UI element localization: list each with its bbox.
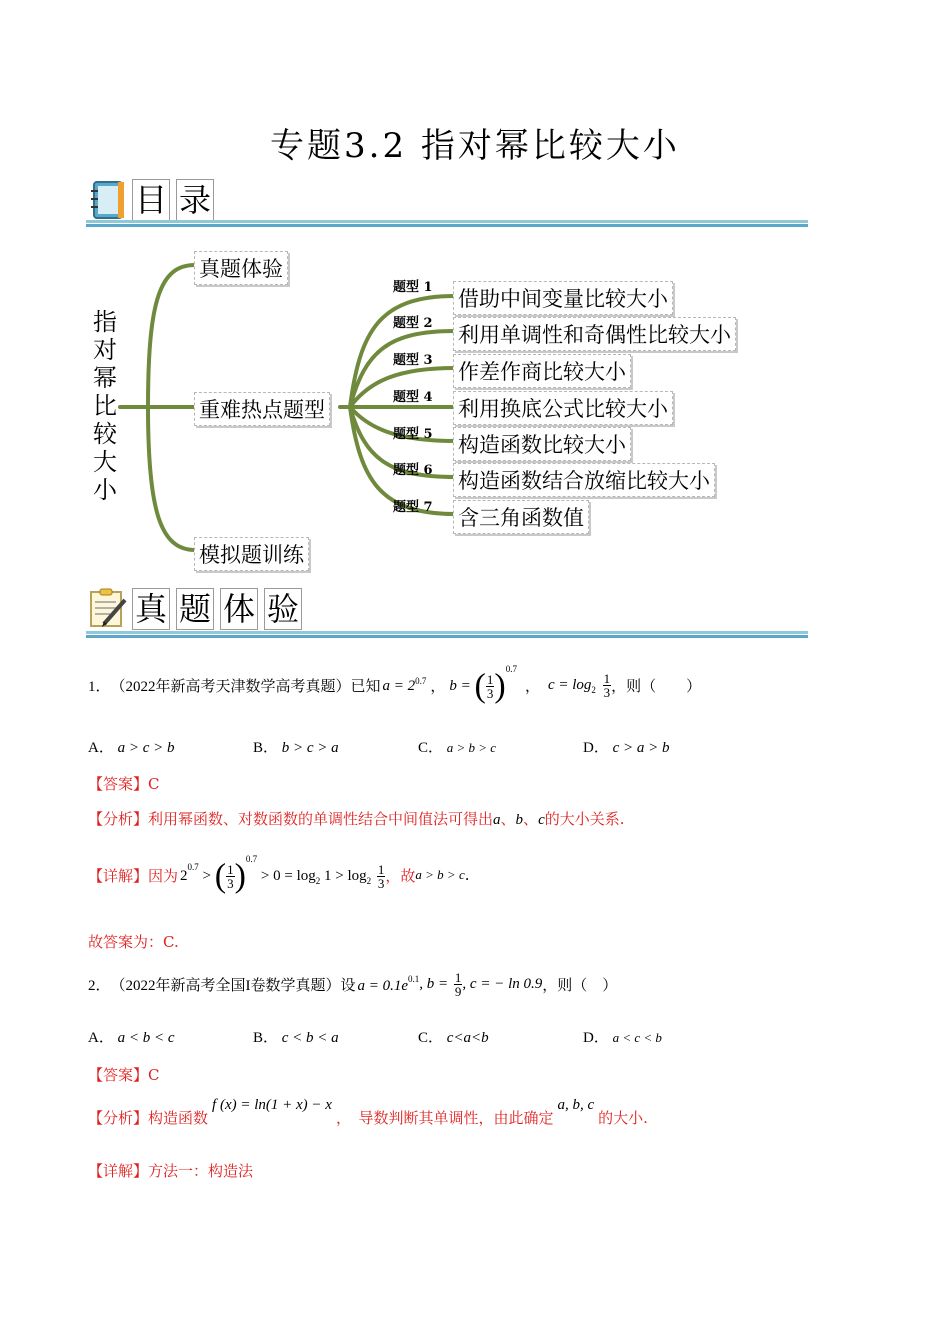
option-d[interactable]: D． c > a > b xyxy=(583,740,670,756)
type-tag: 题型 3 xyxy=(393,353,433,368)
option-a[interactable]: A． a < b < c xyxy=(88,1030,175,1046)
section-divider xyxy=(86,631,808,639)
zhenti-section-header xyxy=(88,585,304,633)
type-label[interactable]: 利用单调性和奇偶性比较大小 xyxy=(453,317,736,351)
answer-line: 【答案】C xyxy=(88,775,160,793)
root-char: 较 xyxy=(93,420,117,448)
type-tag: 题型 2 xyxy=(393,316,433,331)
option-b[interactable]: B． b > c > a xyxy=(253,740,339,756)
option-a[interactable]: A． a > c > b xyxy=(88,740,175,756)
expr-b: , b = $\frac{1}{9}$ xyxy=(419,969,462,999)
question-2 xyxy=(88,962,617,1006)
zhenti-title-char: 真 xyxy=(132,588,170,630)
analysis-line: 【分析】 构造函数 f (x) = ln(1 + x) − x ， 导数判断其单调性，由此确定 a, b, c 的大小. xyxy=(88,1096,648,1127)
question-tail: ，则（ ） xyxy=(542,977,618,994)
option-c[interactable]: C． c<a<b xyxy=(418,1030,489,1046)
type-tag: 题型 6 xyxy=(393,463,433,478)
question-number: 1． xyxy=(88,678,111,695)
type-label[interactable]: 含三角函数值 xyxy=(453,500,589,534)
detail-line: 【详解】方法一：构造法 xyxy=(88,1162,254,1180)
root-char: 大 xyxy=(93,448,117,476)
question-tail: ，则（ ） xyxy=(611,678,702,695)
zhenti-title-char: 体 xyxy=(220,588,258,630)
analysis-line: 【分析】利用幂函数、对数函数的单调性结合中间值法可得出a、b、c的大小关系. xyxy=(88,810,625,828)
question-source: （2022年新高考天津数学高考真题）已知 xyxy=(110,678,381,695)
root-char: 指 xyxy=(93,308,117,336)
expr-b: b = ( $\frac{1}{3}$ )$^{0.7}$ xyxy=(449,664,517,705)
expr-c: , c = − ln 0.9 xyxy=(462,975,543,992)
type-label[interactable]: 构造函数结合放缩比较大小 xyxy=(453,463,715,497)
page-title: 专题3.2 指对幂比较大小 xyxy=(270,126,680,166)
toc-title-char: 录 xyxy=(176,179,214,221)
notepad-pen-icon xyxy=(88,588,128,630)
option-c[interactable]: C． a > b > c xyxy=(418,740,497,756)
option-b[interactable]: B． c < b < a xyxy=(253,1030,339,1046)
type-tag: 题型 4 xyxy=(393,390,433,405)
root-char: 小 xyxy=(93,476,117,504)
question-number: 2． xyxy=(88,977,111,994)
type-tag: 题型 1 xyxy=(393,280,433,295)
type-label[interactable]: 利用换底公式比较大小 xyxy=(453,391,673,425)
mindmap-root xyxy=(90,308,120,504)
toc-title-char: 目 xyxy=(132,179,170,221)
final-answer: 故答案为：C. xyxy=(88,933,179,951)
detail-line: 【详解】 因为 $2^{0.7}$ > ( $\frac{1}{3}$ )$^{0.7} > 0 = \log_2 1 > \log_2$ $\frac{1}{3}$ ，故 a > b > c . xyxy=(88,854,470,895)
branch-zhenti[interactable]: 真题体验 xyxy=(194,251,288,285)
option-d[interactable]: D． a < c < b xyxy=(583,1030,662,1046)
type-label[interactable]: 构造函数比较大小 xyxy=(453,427,631,461)
root-char: 比 xyxy=(93,392,117,420)
zhenti-title-char: 验 xyxy=(264,588,302,630)
type-label[interactable]: 借助中间变量比较大小 xyxy=(453,281,673,315)
answer-line: 【答案】C xyxy=(88,1066,160,1084)
question-1: 1． （2022年新高考天津数学高考真题）已知 $a = 2^{0.7}$ ， b = ( $\frac{1}{3}$ )$^{0.7}$ ， $c = \log_2$ $\frac{1}{3}$ ，则（ ） xyxy=(88,664,702,705)
zhenti-title-char: 题 xyxy=(176,588,214,630)
question-source: （2022年新高考全国I卷数学真题）设 xyxy=(110,977,356,994)
root-char: 对 xyxy=(93,336,117,364)
type-label[interactable]: 作差作商比较大小 xyxy=(453,354,631,388)
root-char: 幂 xyxy=(93,364,117,392)
expr-a: $a = 0.1e^{0.1}$ xyxy=(357,973,420,994)
expr-c: $c = \log_2$ $\frac{1}{3}$ xyxy=(547,670,611,700)
expr-a: $a = 2^{0.7}$ xyxy=(382,675,427,694)
branch-moni[interactable]: 模拟题训练 xyxy=(194,537,309,571)
type-tag: 题型 5 xyxy=(393,427,433,442)
branch-zhongnan[interactable]: 重难热点题型 xyxy=(194,392,330,426)
type-tag: 题型 7 xyxy=(393,500,433,515)
